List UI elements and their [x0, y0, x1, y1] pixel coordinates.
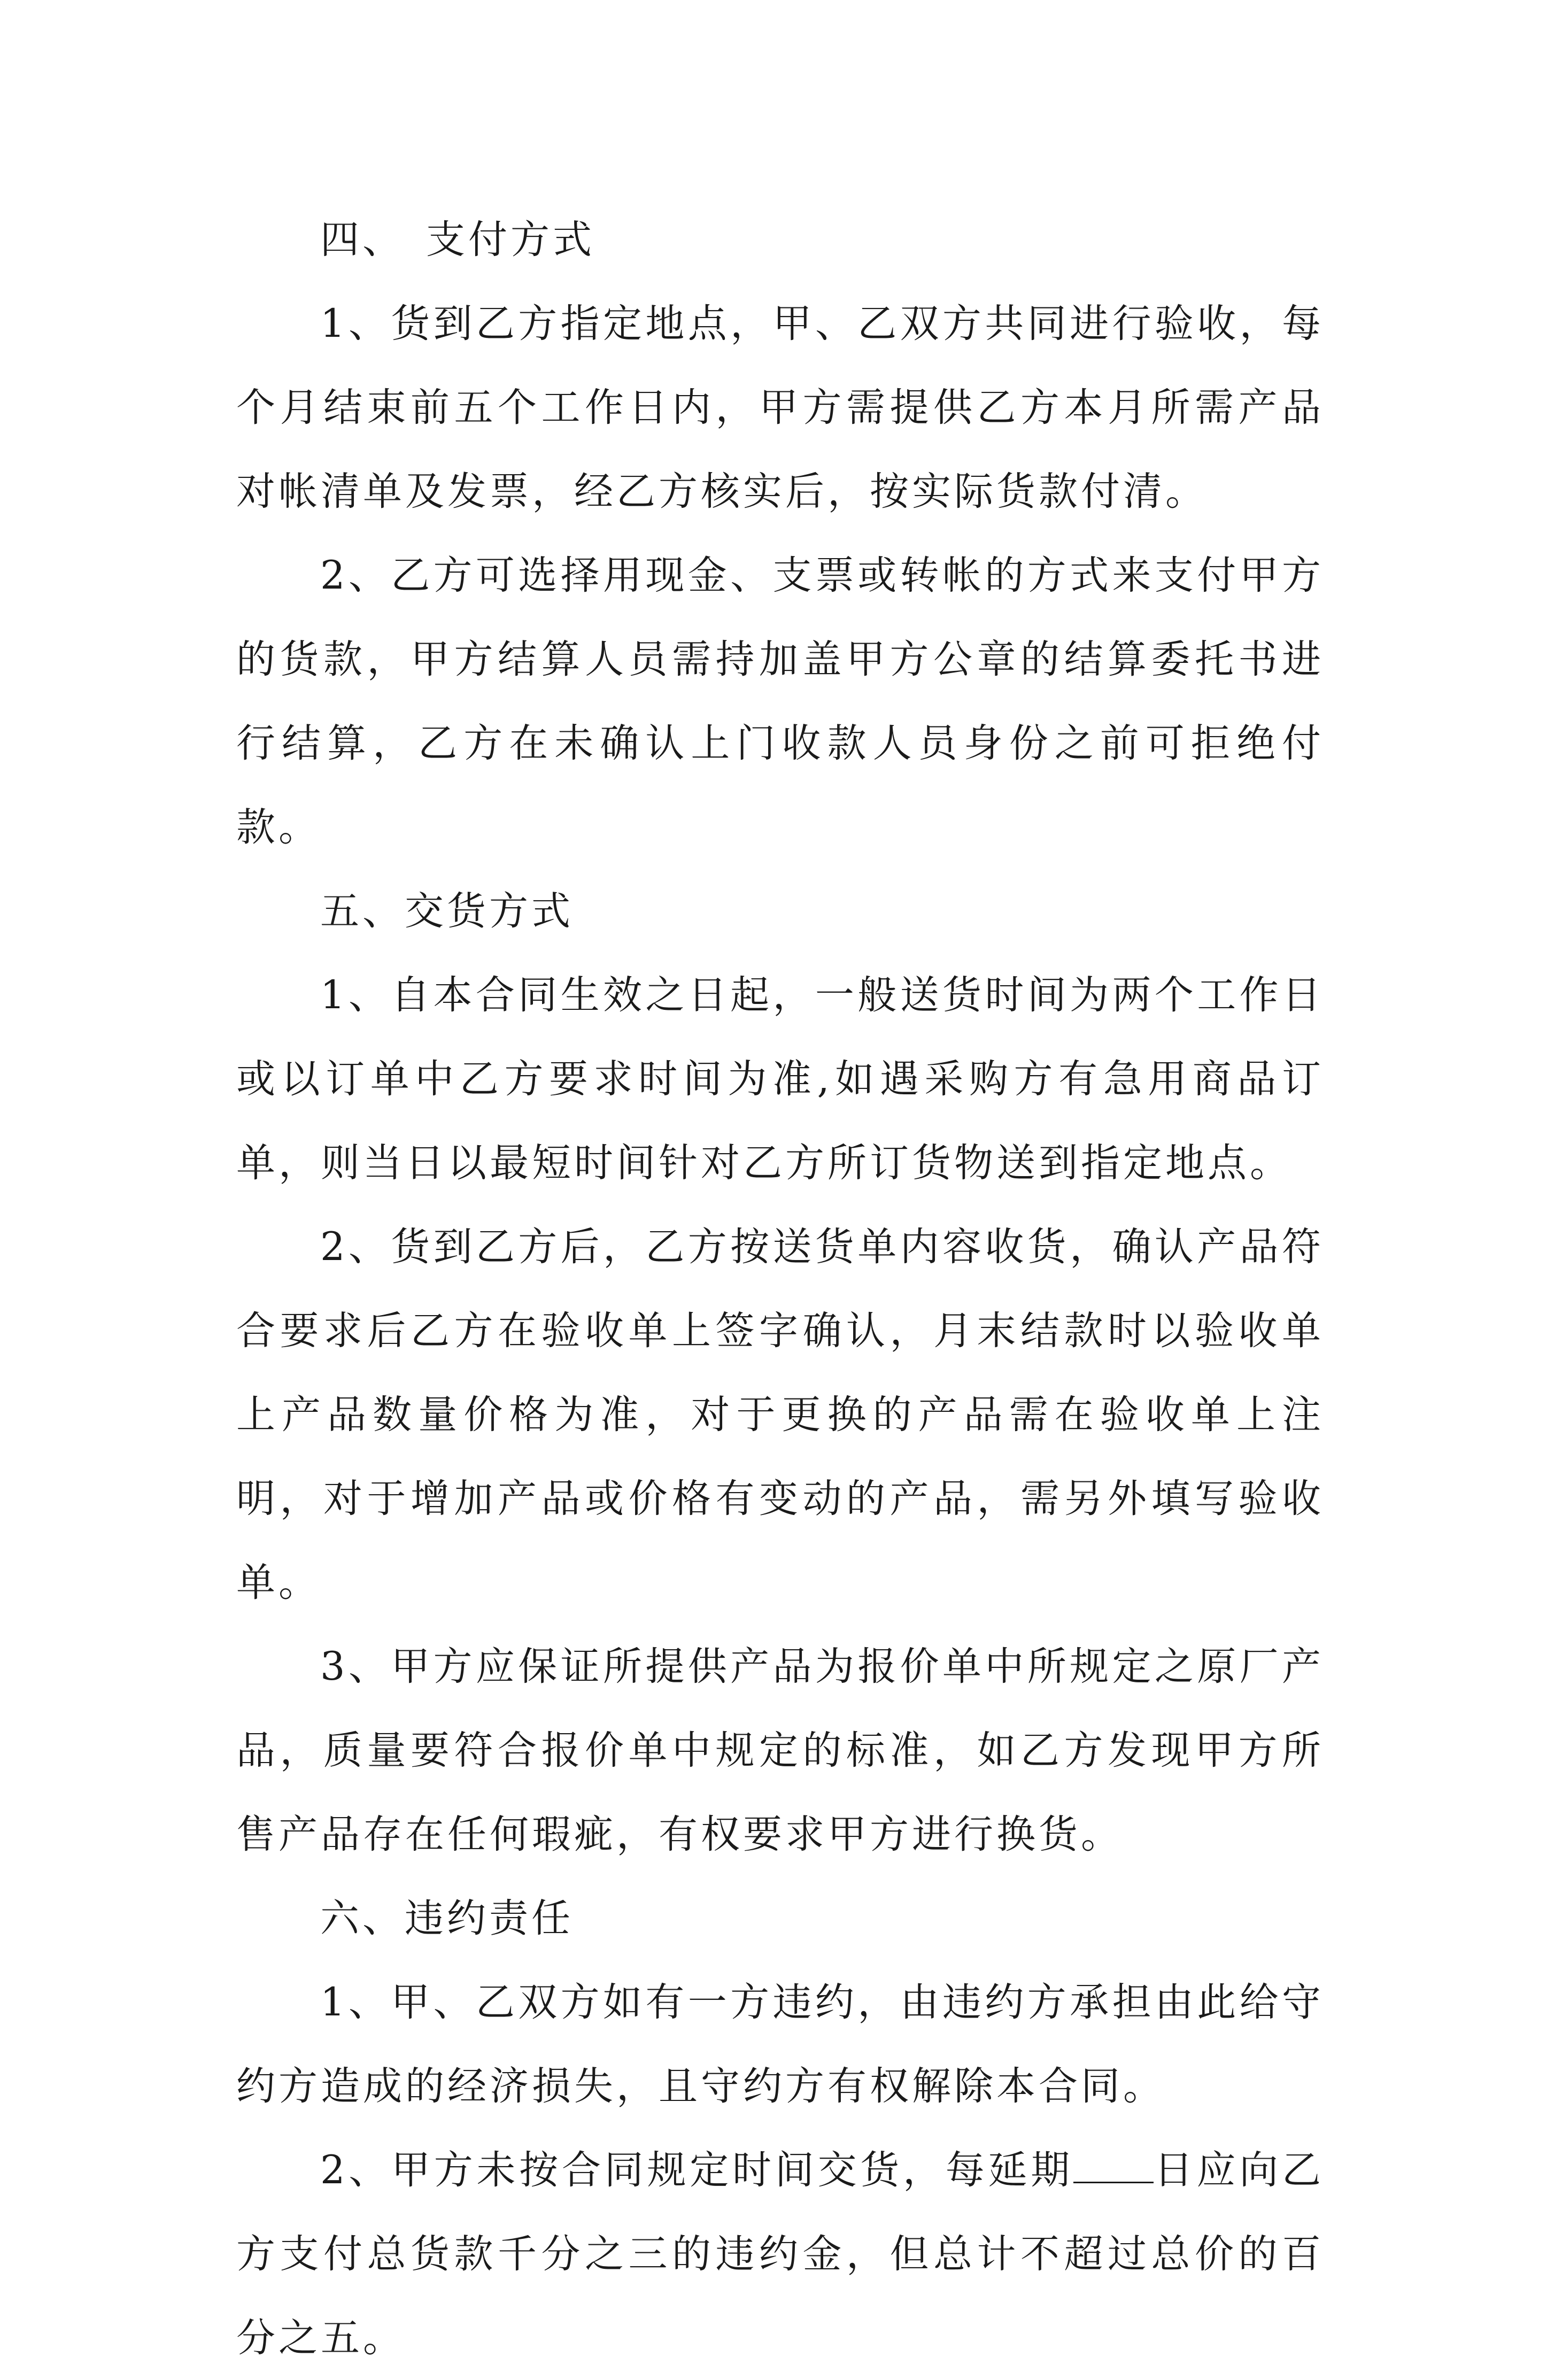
section-6-item-2-after: 日应向乙方支付总货款千分之三的违约金，但总计不超过总价的百分之五。 [236, 2147, 1324, 2361]
section-4-heading [236, 198, 1324, 282]
document-body [236, 198, 1324, 2380]
section-4-item-2: 2、乙方可选择用现金、支票或转帐的方式来支付甲方的货款，甲方结算人员需持加盖甲方公章的结算委托书进行结算，乙方在未确认上门收款人员身份之前可拒绝付款。 [236, 553, 1324, 850]
section-6-item-2-before: 2、甲方未按合同规定时间交货，每延期 [320, 2147, 1073, 2193]
section-6-item-1: 1、甲、乙双方如有一方违约，由违约方承担由此给守约方造成的经济损失，且守约方有权解除本合同。 [236, 1980, 1324, 2109]
section-5-heading: 五、交货方式 [320, 888, 574, 934]
section-6-item-2 [236, 2128, 1324, 2380]
section-4-title: 支付方式 [426, 217, 595, 262]
fill-in-blank [1073, 2146, 1154, 2183]
section-4-item-1: 1、货到乙方指定地点，甲、乙双方共同进行验收，每个月结束前五个工作日内，甲方需提供乙方本月所需产品对帐清单及发票，经乙方核实后，按实际货款付清。 [236, 301, 1324, 514]
section-5-item-2: 2、货到乙方后，乙方按送货单内容收货，确认产品符合要求后乙方在验收单上签字确认，月末结款时以验收单上产品数量价格为准，对于更换的产品需在验收单上注明，对于增加产品或价格有变动的产品，需另外填写验收单。 [236, 1224, 1324, 1605]
section-5-item-1: 1、自本合同生效之日起，一般送货时间为两个工作日或以订单中乙方要求时间为准,如遇采购方有急用商品订单，则当日以最短时间针对乙方所订货物送到指定地点。 [236, 972, 1324, 1186]
section-6-heading: 六、违约责任 [320, 1896, 574, 1941]
section-5-item-3: 3、甲方应保证所提供产品为报价单中所规定之原厂产品，质量要符合报价单中规定的标准，如乙方发现甲方所售产品存在任何瑕疵，有权要求甲方进行换货。 [236, 1644, 1324, 1857]
section-4-number: 四、 [320, 217, 405, 262]
